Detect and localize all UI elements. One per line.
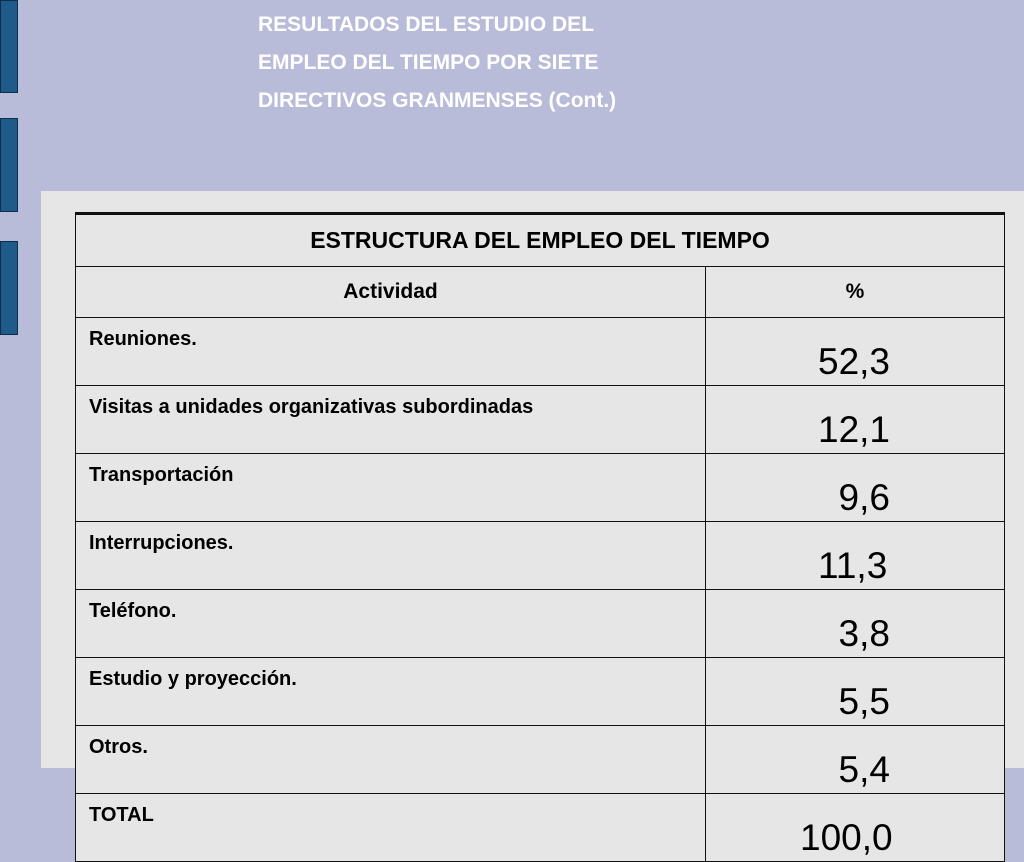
table-row	[76, 658, 1005, 726]
table-row-total	[76, 794, 1005, 862]
percent-cell-total: 100,0	[706, 794, 1005, 862]
time-use-table	[75, 212, 1005, 862]
side-decoration-bar-3	[0, 241, 18, 335]
activity-cell: Interrupciones.	[76, 522, 706, 590]
column-header-percent: %	[706, 267, 1005, 318]
table-row	[76, 454, 1005, 522]
percent-cell: 5,5	[706, 658, 1005, 726]
activity-cell: Otros.	[76, 726, 706, 794]
side-decoration-bar-1	[0, 0, 18, 93]
percent-cell: 9,6	[706, 454, 1005, 522]
activity-cell: Reuniones.	[76, 318, 706, 386]
percent-cell: 52,3	[706, 318, 1005, 386]
activity-cell: Estudio y proyección.	[76, 658, 706, 726]
table-row	[76, 726, 1005, 794]
table-title-row	[76, 214, 1005, 267]
slide-title-line-3: DIRECTIVOS GRANMENSES (Cont.)	[258, 89, 617, 112]
activity-cell: Transportación	[76, 454, 706, 522]
table-row	[76, 386, 1005, 454]
table-header-row	[76, 267, 1005, 318]
side-decoration-bar-2	[0, 118, 18, 212]
slide-title	[258, 6, 818, 120]
slide-title-line-2: EMPLEO DEL TIEMPO POR SIETE	[258, 51, 599, 74]
column-header-activity: Actividad	[76, 267, 706, 318]
slide-title-line-1: RESULTADOS DEL ESTUDIO DEL	[258, 13, 595, 36]
table-row	[76, 590, 1005, 658]
percent-cell: 12,1	[706, 386, 1005, 454]
activity-cell: Teléfono.	[76, 590, 706, 658]
table-row	[76, 318, 1005, 386]
table-title: ESTRUCTURA DEL EMPLEO DEL TIEMPO	[76, 214, 1005, 267]
activity-cell-total: TOTAL	[76, 794, 706, 862]
percent-cell: 5,4	[706, 726, 1005, 794]
table-row	[76, 522, 1005, 590]
percent-cell: 11,3	[706, 522, 1005, 590]
percent-cell: 3,8	[706, 590, 1005, 658]
activity-cell: Visitas a unidades organizativas subordinadas	[76, 386, 706, 454]
